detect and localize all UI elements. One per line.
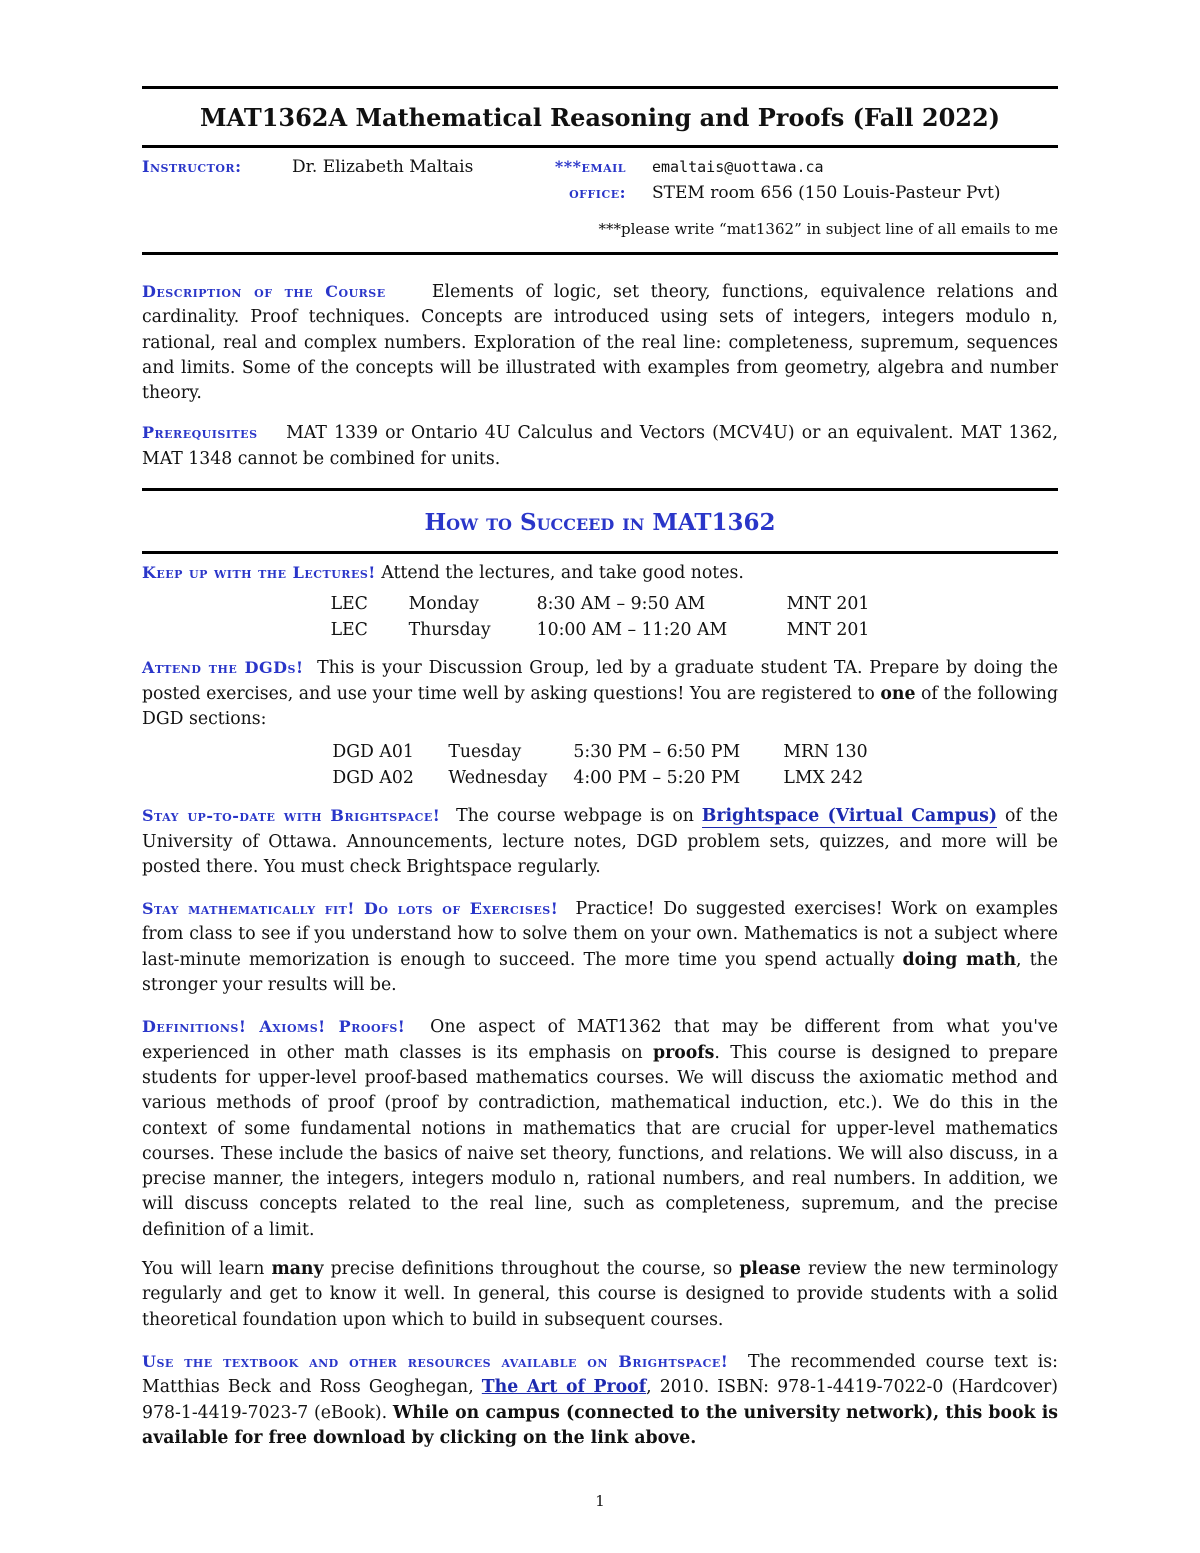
lectures-label: Keep up with the Lectures!: [142, 563, 376, 583]
brightspace-link[interactable]: Brightspace (Virtual Campus): [701, 806, 998, 827]
table-row: LEC Monday 8:30 AM – 9:50 AM MNT 201: [330, 594, 870, 615]
syllabus-page: [142, 86, 1058, 1451]
description-label: Description of the Course: [142, 282, 386, 301]
art-of-proof-link[interactable]: The Art of Proof: [481, 1377, 647, 1398]
page-title: MAT1362A Mathematical Reasoning and Proofs (Fall 2022): [199, 103, 1001, 132]
email-label: ***email: [554, 157, 626, 176]
succeed-bottom-rule: [142, 551, 1058, 554]
instructor-label: Instructor:: [142, 157, 242, 176]
description-paragraph: [142, 279, 1058, 406]
table-row: DGD A01 Tuesday 5:30 PM – 6:50 PM MRN 130: [332, 742, 868, 763]
email-value[interactable]: emaltais@uottawa.ca: [652, 158, 824, 176]
lecture-schedule: [331, 592, 870, 643]
terminology-paragraph: You will learn many precise definitions throughout the course, so please review the new terminology regularly and get to know it well. In general, this course is designed to provide students with a solid theoretical foundation upon which to build in subsequent courses.: [142, 1259, 1059, 1330]
textbook-paragraph: Use the textbook and other resources available on Brightspace! The recommended course text is: Matthias Beck and Ross Geoghegan, The Art of Proof, 2010. ISBN: 978-1-4419-7022-0 (Hardcover) 978-1-4419-7023-7 (eBook). While on campus (connected to the university network), this book is available for free download by clicking on the link above.: [142, 1351, 1059, 1448]
prerequisites-paragraph: [142, 420, 1058, 472]
dgd-label: Attend the DGDs!: [142, 658, 304, 678]
email-note: ***please write “mat1362” in subject line of all emails to me: [598, 220, 1058, 238]
dgd-schedule: [332, 740, 867, 791]
prerequisites-label: Prerequisites: [142, 423, 258, 443]
page-number: 1: [595, 1492, 605, 1510]
dgd-paragraph: Attend the DGDs! This is your Discussion Group, led by a graduate student TA. Prepare by doing the posted exercises, and use your time well by asking questions! You are registered to one of the following DGD sections:: [142, 658, 1059, 729]
office-label: office:: [569, 183, 626, 202]
succeed-top-rule: [142, 488, 1058, 491]
top-rule: [142, 86, 1058, 89]
title-rule: [142, 145, 1058, 148]
brightspace-label: Stay up-to-date with Brightspace!: [142, 806, 441, 826]
exercises-paragraph: Stay mathematically fit! Do lots of Exercises! Practice! Do suggested exercises! Work on examples from class to see if you understand how to solve them on your own. Mathematics is not a subject where last-minute memorization is enough to succeed. The more time you spend actually doing math, the stronger your results will be.: [142, 899, 1059, 996]
table-row: DGD A02 Wednesday 4:00 PM – 5:20 PM LMX 242: [332, 767, 864, 788]
instructor-name: Dr. Elizabeth Maltais: [292, 157, 474, 177]
proofs-label: Definitions! Axioms! Proofs!: [142, 1017, 406, 1037]
contact-info: [142, 156, 1058, 204]
table-row: LEC Thursday 10:00 AM – 11:20 AM MNT 201: [330, 619, 870, 640]
lectures-text: Attend the lectures, and take good notes.: [381, 563, 744, 584]
office-value: STEM room 656 (150 Louis-Pasteur Pvt): [652, 183, 1001, 203]
brightspace-paragraph: Stay up-to-date with Brightspace! The course webpage is on Brightspace (Virtual Campus) of the University of Ottawa. Announcements, lecture notes, DGD problem sets, quizzes, and more will be posted there. You must check Brightspace regularly.: [142, 806, 1058, 877]
exercises-label: Stay mathematically fit! Do lots of Exercises!: [142, 899, 559, 919]
proofs-paragraph: Definitions! Axioms! Proofs! One aspect of MAT1362 that may be different from what you've experienced in other math classes is its emphasis on proofs. This course is designed to prepare students for upper-level proof-based mathematics courses. We will discuss the axiomatic method and various methods of proof (proof by contradiction, mathematical induction, etc.). We do this in the context of some fundamental notions in mathematics that are crucial for upper-level mathematics courses. These include the basics of naive set theory, functions, and relations. We will also discuss, in a precise manner, the integers, integers modulo n, rational numbers, and real numbers. In addition, we will discuss concepts related to the real line, such as completeness, supremum, and the precise definition of a limit.: [142, 1017, 1058, 1240]
description-text: Elements of logic, set theory, functions, equivalence relations and cardinality. Proof techniques. Concepts are introduced using sets of integers, integers modulo n, rational, real and complex numbers. Exploration of the real line: completeness, supremum, sequences and limits. Some of the concepts will be illustrated with examples from geometry, algebra and number theory.: [142, 282, 1058, 404]
textbook-label: Use the textbook and other resources available on Brightspace!: [142, 1351, 729, 1371]
lectures-paragraph: [142, 560, 1058, 586]
info-rule: [142, 252, 1058, 255]
prerequisites-text: MAT 1339 or Ontario 4U Calculus and Vectors (MCV4U) or an equivalent. MAT 1362, MAT 1348 cannot be combined for units.: [142, 423, 1058, 469]
succeed-heading: How to Succeed in MAT1362: [424, 509, 776, 537]
